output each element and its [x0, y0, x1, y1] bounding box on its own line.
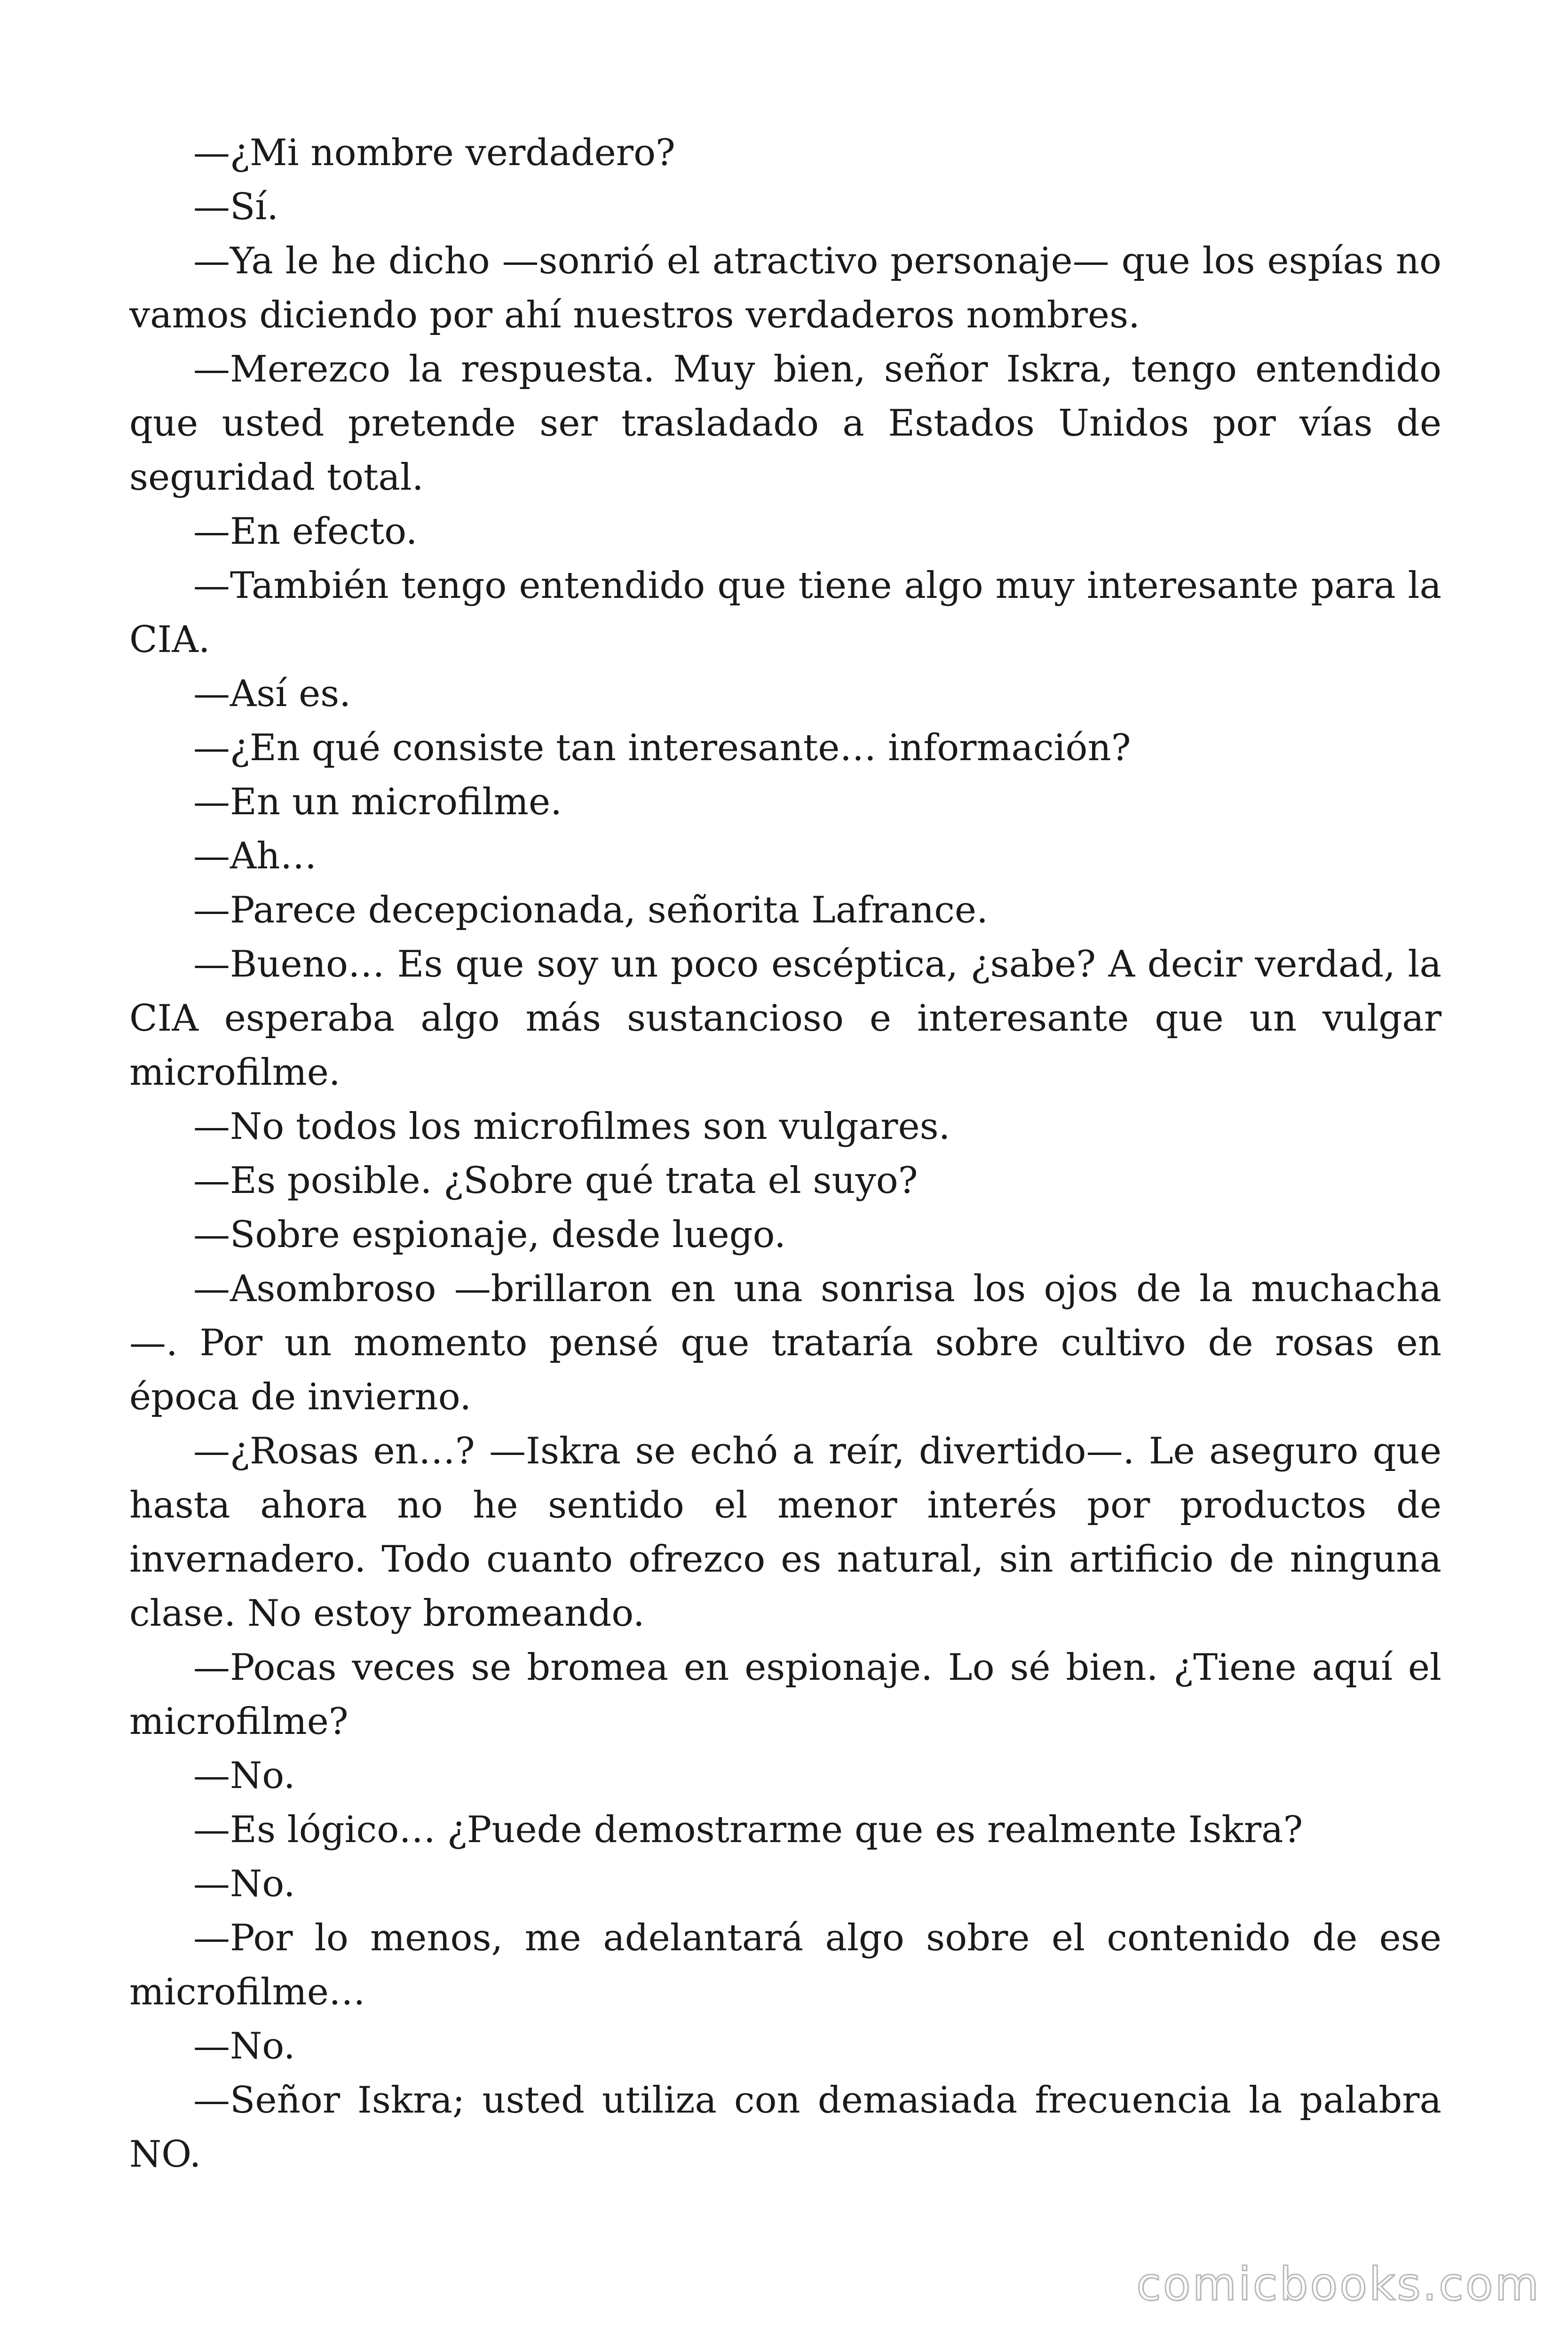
paragraph: —No. [193, 1755, 295, 1797]
paragraph: —Merezco la respuesta. Muy bien, señor Iskra, tengo entendido que usted pretende ser trasladado a Estados Unidos por vías de seguridad total. [129, 348, 1441, 499]
paragraph: —Señor Iskra; usted utiliza con demasiada frecuencia la palabra NO. [129, 2079, 1441, 2176]
paragraph: —Sobre espionaje, desde luego. [193, 1214, 786, 1256]
paragraph: —Bueno… Es que soy un poco escéptica, ¿sabe? A decir verdad, la CIA esperaba algo más sustancioso e interesante que un vulgar microfilme. [129, 943, 1441, 1094]
paragraph: —No todos los microfilmes son vulgares. [193, 1105, 950, 1148]
paragraph: —¿Mi nombre verdadero? [193, 132, 675, 174]
paragraph: —¿En qué consiste tan interesante… información? [193, 727, 1131, 769]
paragraph: —En un microfilme. [193, 781, 562, 823]
paragraph: —En efecto. [193, 510, 418, 553]
paragraph: —Asombroso —brillaron en una sonrisa los ojos de la muchacha —. Por un momento pensé que trataría sobre cultivo de rosas en época de invierno. [129, 1268, 1441, 1418]
paragraph: —También tengo entendido que tiene algo muy interesante para la CIA. [129, 564, 1441, 661]
paragraph: —¿Rosas en…? —Iskra se echó a reír, divertido—. Le aseguro que hasta ahora no he sentido el menor interés por productos de invernadero. Todo cuanto ofrezco es natural, sin artificio de ninguna clase. No estoy bromeando. [129, 1430, 1441, 1635]
paragraph: —Es posible. ¿Sobre qué trata el suyo? [193, 1160, 918, 1202]
paragraph: —Sí. [193, 186, 279, 228]
paragraph: —Así es. [193, 673, 351, 715]
paragraph: —No. [193, 2025, 295, 2067]
paragraph: —Ya le he dicho —sonrió el atractivo personaje— que los espías no vamos diciendo por ahí nuestros verdaderos nombres. [129, 240, 1441, 336]
paragraph: —Pocas veces se bromea en espionaje. Lo sé bien. ¿Tiene aquí el microfilme? [129, 1646, 1441, 1743]
paragraph: —Parece decepcionada, señorita Lafrance. [193, 889, 988, 931]
paragraph: —No. [193, 1863, 295, 1905]
watermark: comicbooks.com [1136, 2258, 1541, 2311]
paragraph: —Ah… [193, 835, 317, 877]
page-text [129, 126, 1441, 2182]
paragraph: —Es lógico… ¿Puede demostrarme que es realmente Iskra? [193, 1809, 1303, 1851]
paragraph: —Por lo menos, me adelantará algo sobre el contenido de ese microfilme… [129, 1917, 1441, 2013]
